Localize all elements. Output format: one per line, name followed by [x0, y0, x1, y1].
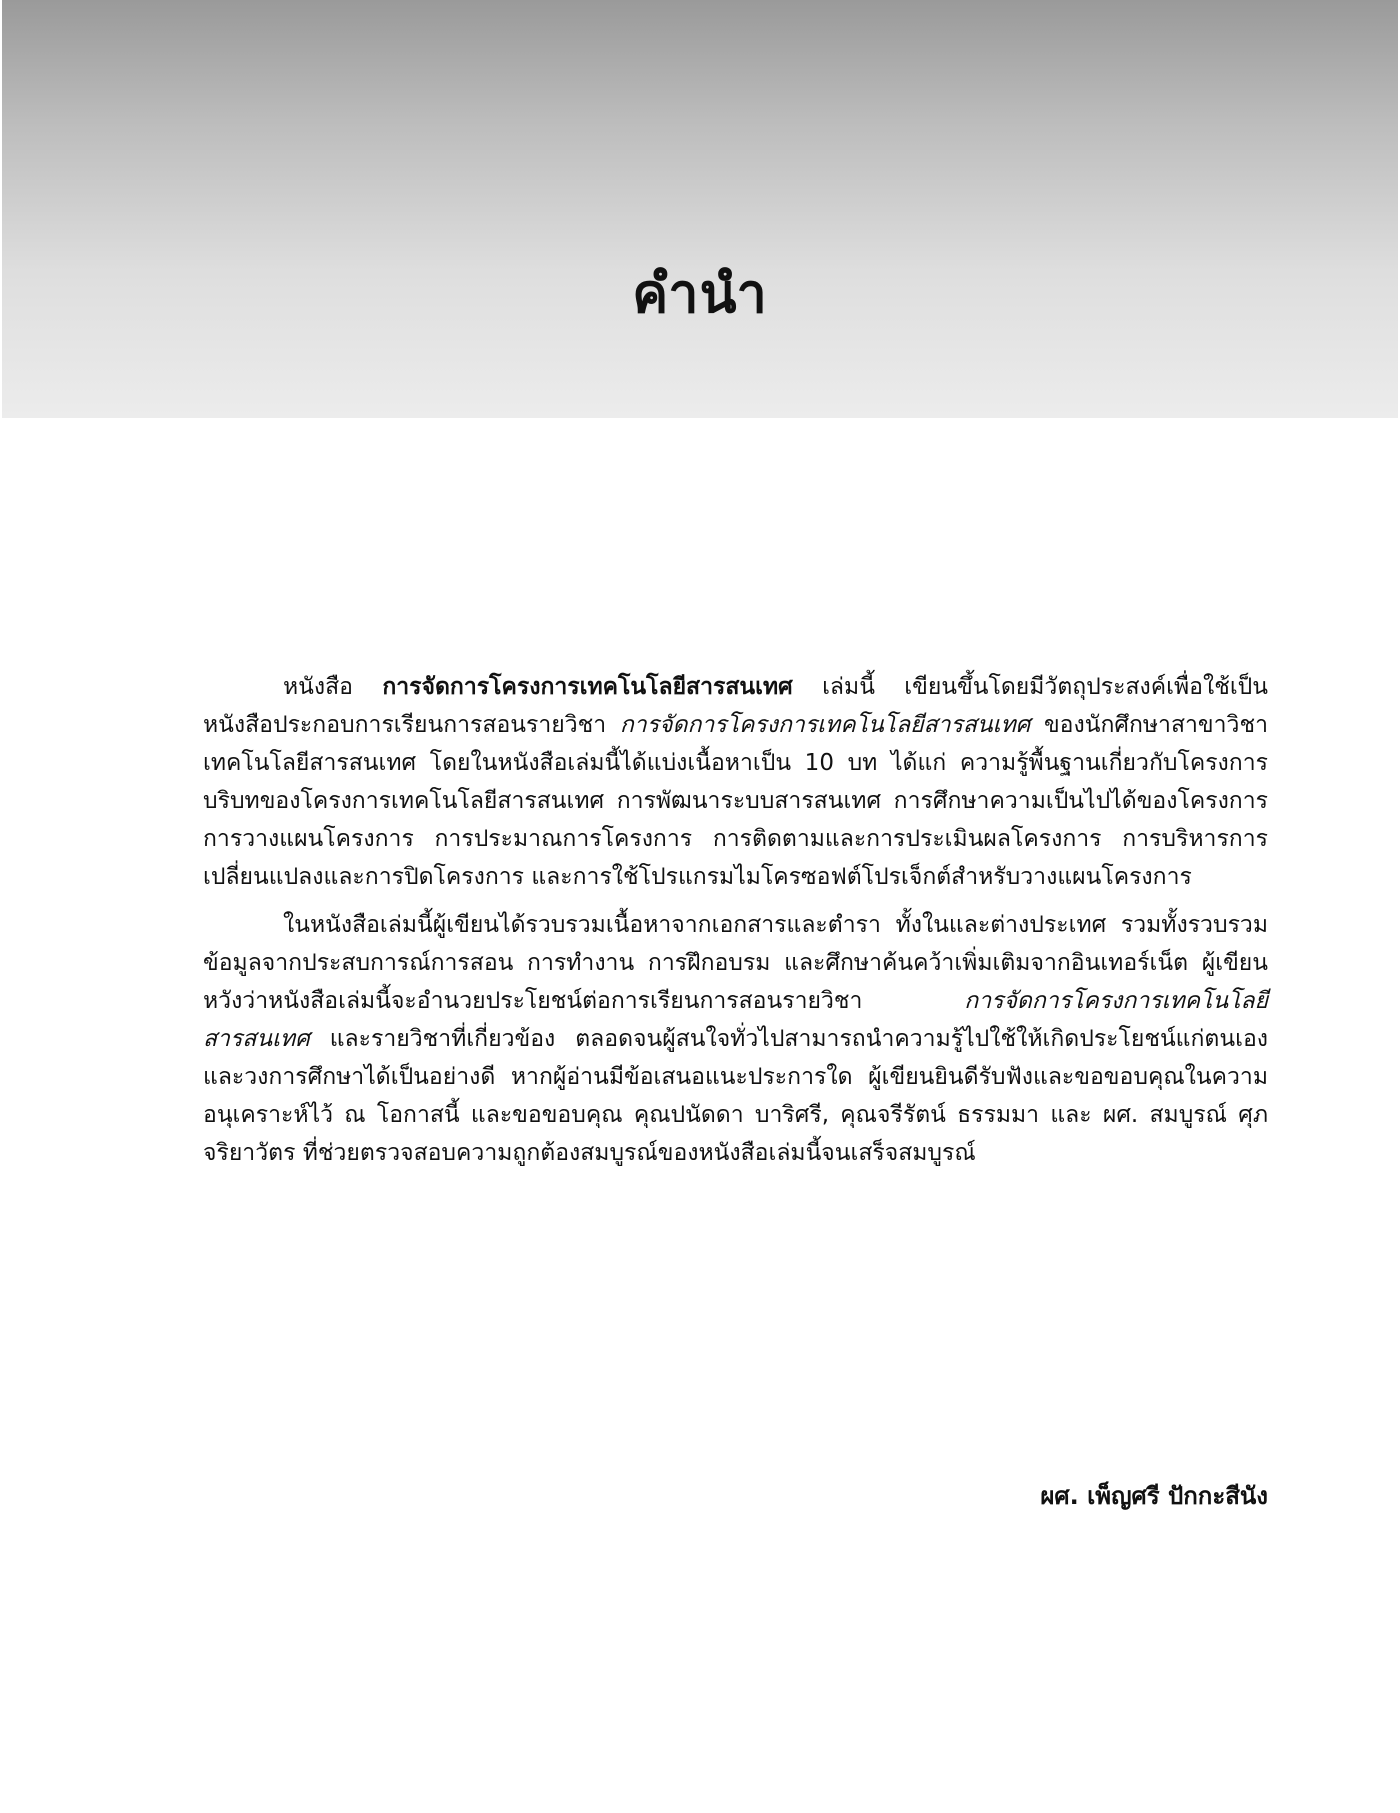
book-title-bold: การจัดการโครงการเทคโนโลยีสารสนเทศ — [382, 674, 793, 700]
preface-paragraph-1 — [203, 668, 1268, 896]
paragraph-1-text-a: หนังสือ — [283, 674, 383, 700]
author-signature: ผศ. เพ็ญศรี ปักกะสีนัง — [1040, 1482, 1268, 1510]
paragraph-2-text-a: ในหนังสือเล่มนี้ผู้เขียนได้รวบรวมเนื้อหาจากเอกสารและตำรา ทั้งในและต่างประเทศ รวมทั้งรวบรวมข้อมูลจากประสบการณ์การสอน การทำงาน การฝึกอบรม และศึกษาค้นคว้าเพิ่มเติมจากอินเทอร์เน็ต ผู้เขียนหวังว่าหนังสือเล่มนี้จะอำนวยประโยชน์ต่อการเรียนการสอนรายวิชา — [203, 912, 1268, 1014]
paragraph-1-text-c: ของนักศึกษาสาขาวิชาเทคโนโลยีสารสนเทศ โดยในหนังสือเล่มนี้ได้แบ่งเนื้อหาเป็น 10 บท ได้แก่ ความรู้พื้นฐานเกี่ยวกับโครงการ บริบทของโครงการเทคโนโลยีสารสนเทศ การพัฒนาระบบสารสนเทศ การศึกษาความเป็นไปได้ของโครงการ การวางแผนโครงการ การประมาณการโครงการ การติดตามและการประเมินผลโครงการ การบริหารการเปลี่ยนแปลงและการปิดโครงการ และการใช้โปรแกรมไมโครซอฟต์โปรเจ็กต์สำหรับวางแผนโครงการ — [203, 712, 1268, 890]
preface-body — [203, 668, 1268, 1182]
preface-paragraph-2 — [203, 906, 1268, 1172]
paragraph-2-text-b: และรายวิชาที่เกี่ยวข้อง ตลอดจนผู้สนใจทั่วไปสามารถนำความรู้ไปใช้ให้เกิดประโยชน์แก่ตนเองและวงการศึกษาได้เป็นอย่างดี หากผู้อ่านมีข้อเสนอแนะประการใด ผู้เขียนยินดีรับฟังและขอขอบคุณในความอนุเคราะห์ไว้ ณ โอกาสนี้ และขอขอบคุณ คุณปนัดดา บาริศรี, คุณจรีรัตน์ ธรรมมา และ ผศ. สมบูรณ์ ศุภจริยาวัตร ที่ช่วยตรวจสอบความถูกต้องสมบูรณ์ของหนังสือเล่มนี้จนเสร็จสมบูรณ์ — [203, 1026, 1268, 1166]
book-title-italic: การจัดการโครงการเทคโนโลยีสารสนเทศ — [619, 712, 1031, 738]
page-title: คำนำ — [632, 262, 768, 326]
book-title-italic: การจัดการโครงการเทคโนโลยีสารสนเทศ — [203, 988, 1268, 1052]
header-band — [2, 0, 1398, 418]
paragraph-1-text-b: เล่มนี้ เขียนขึ้นโดยมีวัตถุประสงค์เพื่อใช้เป็นหนังสือประกอบการเรียนการสอนรายวิชา — [203, 674, 1269, 738]
